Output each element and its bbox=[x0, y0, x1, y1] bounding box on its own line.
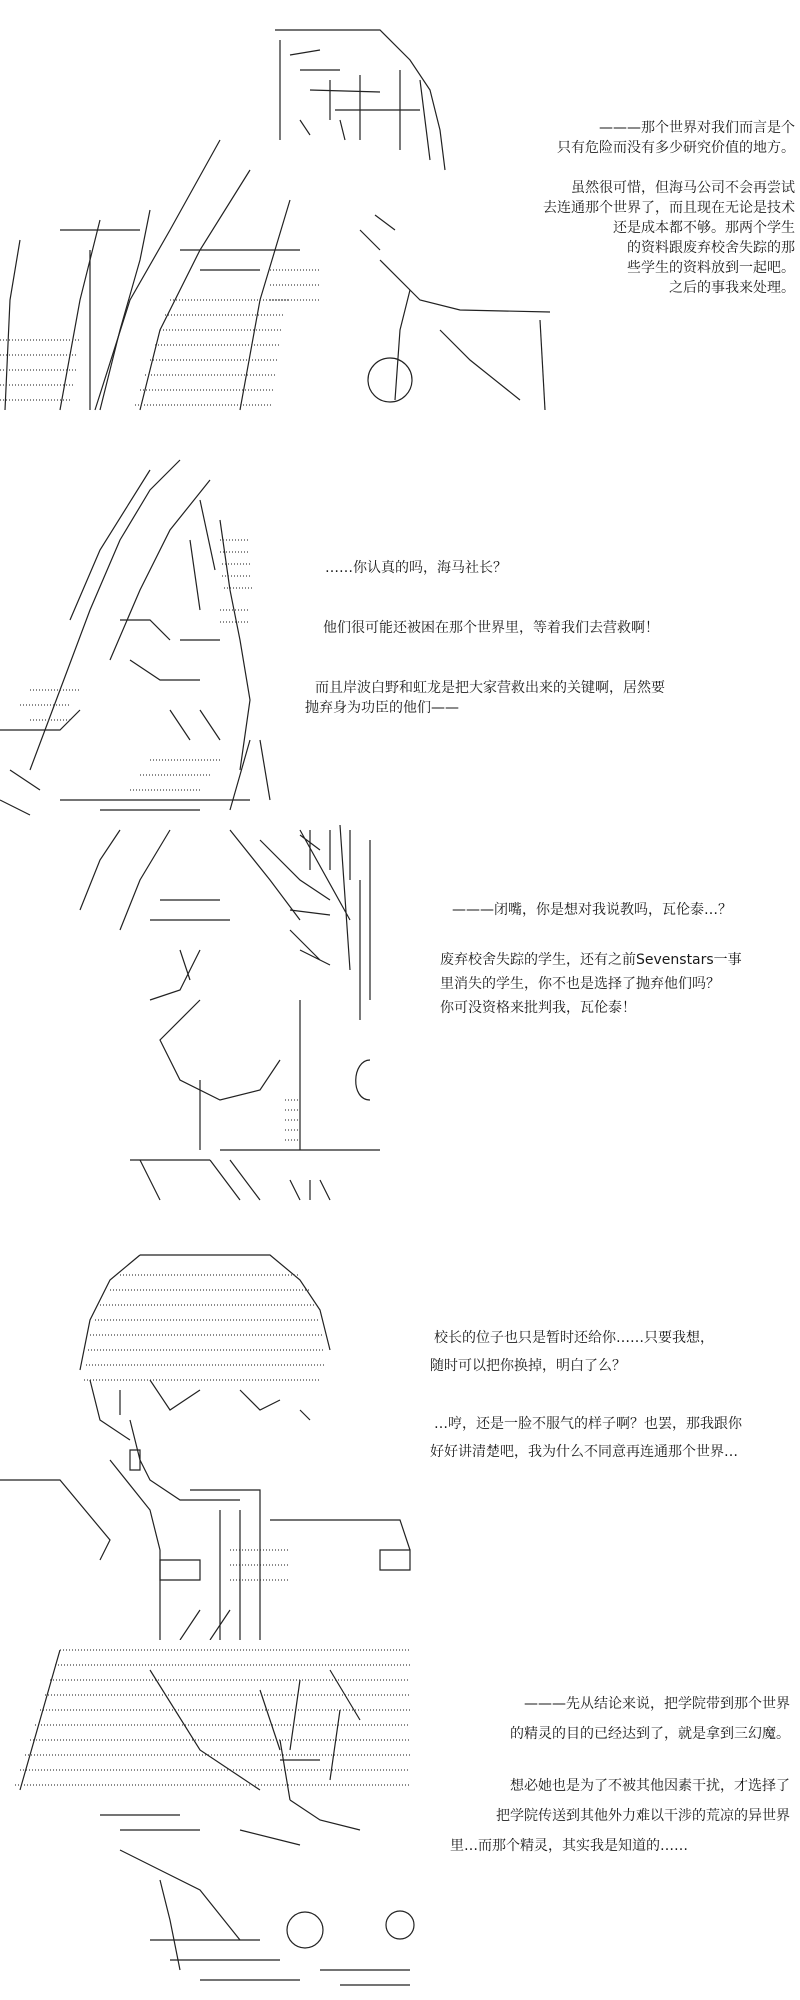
line-3: 想必她也是为了不被其他因素干扰，才选择了 bbox=[510, 1778, 790, 1794]
dialogue-panel-1 bbox=[515, 118, 795, 298]
line-2: 只有危险而没有多少研究价值的地方。 bbox=[557, 140, 795, 156]
dialogue-panel-5 bbox=[440, 1694, 790, 1856]
line-8: 之后的事我来处理。 bbox=[669, 280, 795, 296]
dialogue-panel-2 bbox=[305, 558, 785, 718]
panel-2 bbox=[0, 440, 800, 820]
dialogue-panel-4 bbox=[430, 1328, 795, 1462]
line-1: ———先从结论来说，把学院带到那个世界 bbox=[524, 1696, 790, 1712]
line-3: …哼，还是一脸不服气的样子啊？也罢，那我跟你 bbox=[434, 1416, 742, 1432]
ascii-art-kaiba-profile bbox=[0, 820, 420, 1220]
line-2: 他们很可能还被困在那个世界里，等着我们去营救啊！ bbox=[323, 620, 659, 636]
panel-3 bbox=[0, 820, 800, 1220]
line-7: 些学生的资料放到一起吧。 bbox=[627, 260, 795, 276]
dialogue-panel-3 bbox=[440, 900, 790, 1018]
line-4: 去连通那个世界了，而且现在无论是技术 bbox=[543, 200, 795, 216]
line-2: 的精灵的目的已经达到了，就是拿到三幻魔。 bbox=[510, 1726, 790, 1742]
line-3: 虽然很可惜，但海马公司不会再尝试 bbox=[571, 180, 795, 196]
ascii-art-kaiba-closeup bbox=[0, 1640, 430, 2000]
line-2: 随时可以把你换掉，明白了么？ bbox=[430, 1358, 626, 1374]
line-6: 的资料跟废弃校舍失踪的那 bbox=[627, 240, 795, 256]
line-4: 你可没资格来批判我，瓦伦泰！ bbox=[440, 1000, 636, 1016]
panel-4 bbox=[0, 1220, 800, 1640]
line-5: 里…而那个精灵，其实我是知道的…… bbox=[450, 1838, 688, 1854]
line-1: ……你认真的吗，海马社长？ bbox=[325, 560, 507, 576]
line-4: 把学院传送到其他外力难以干涉的荒凉的异世界 bbox=[496, 1808, 790, 1824]
line-4: 抛弃身为功臣的他们—— bbox=[305, 700, 459, 716]
line-3: 里消失的学生，你不也是选择了抛弃他们吗？ bbox=[440, 976, 720, 992]
line-1: ———闭嘴，你是想对我说教吗，瓦伦泰…？ bbox=[452, 902, 732, 918]
panel-1 bbox=[0, 0, 800, 420]
panel-5 bbox=[0, 1640, 800, 2000]
line-3: 而且岸波白野和虹龙是把大家营救出来的关键啊，居然要 bbox=[315, 680, 665, 696]
line-4: 好好讲清楚吧，我为什么不同意再连通那个世界… bbox=[430, 1444, 738, 1460]
line-1: ———那个世界对我们而言是个 bbox=[599, 120, 795, 136]
line-5: 还是成本都不够。那两个学生 bbox=[613, 220, 795, 236]
ascii-art-kaiba-front bbox=[0, 1220, 420, 1640]
ascii-art-valentine-shocked bbox=[0, 440, 290, 820]
ascii-art-kaiba bbox=[0, 0, 560, 420]
line-1: 校长的位子也只是暂时还给你……只要我想， bbox=[434, 1330, 714, 1346]
line-2: 废弃校舍失踪的学生，还有之前Sevenstars一事 bbox=[440, 952, 742, 968]
